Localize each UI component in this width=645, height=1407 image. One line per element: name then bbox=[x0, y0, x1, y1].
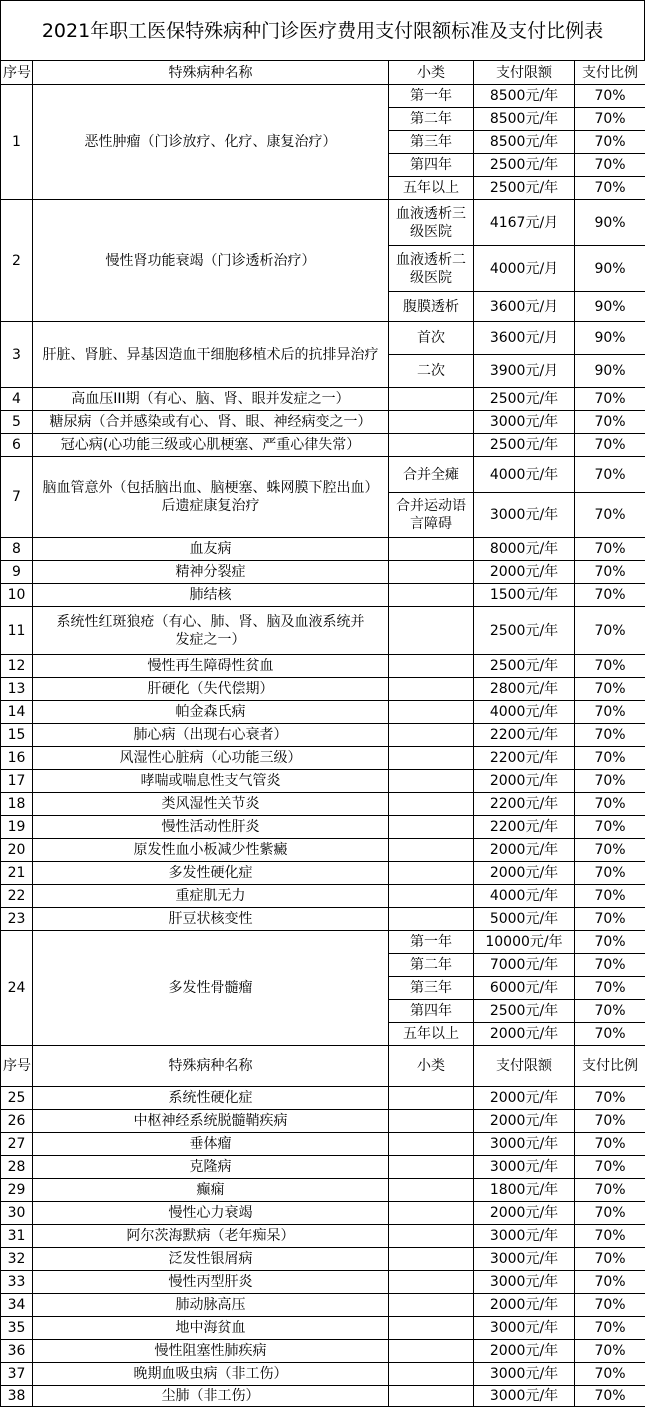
row-number: 21 bbox=[1, 862, 33, 885]
row-number: 32 bbox=[1, 1248, 33, 1271]
disease-name: 血友病 bbox=[33, 538, 389, 561]
row-number: 9 bbox=[1, 561, 33, 584]
payment-limit: 2500元/年 bbox=[474, 607, 575, 655]
header-name: 特殊病种名称 bbox=[33, 61, 389, 85]
row-number: 13 bbox=[1, 678, 33, 701]
payment-limit: 8500元/年 bbox=[474, 85, 575, 108]
payment-ratio: 70% bbox=[575, 885, 645, 908]
payment-limit: 3000元/年 bbox=[474, 1156, 575, 1179]
payment-ratio: 70% bbox=[575, 678, 645, 701]
payment-ratio: 70% bbox=[575, 1248, 645, 1271]
subcategory bbox=[389, 1248, 474, 1271]
row-number: 14 bbox=[1, 701, 33, 724]
table-row bbox=[1, 388, 645, 411]
subcategory bbox=[389, 816, 474, 839]
table-row bbox=[1, 411, 645, 434]
payment-limit: 3000元/年 bbox=[474, 1271, 575, 1294]
table-row bbox=[1, 322, 645, 355]
subcategory bbox=[389, 839, 474, 862]
header-name: 特殊病种名称 bbox=[33, 1046, 389, 1087]
row-number: 25 bbox=[1, 1087, 33, 1110]
row-number: 4 bbox=[1, 388, 33, 411]
payment-limit: 2500元/年 bbox=[474, 1000, 575, 1023]
fee-table bbox=[0, 60, 645, 1407]
row-number: 24 bbox=[1, 931, 33, 1046]
payment-limit: 3000元/年 bbox=[474, 1363, 575, 1386]
row-number: 30 bbox=[1, 1202, 33, 1225]
subcategory bbox=[389, 655, 474, 678]
subcategory bbox=[389, 1317, 474, 1340]
table-row bbox=[1, 85, 645, 108]
disease-name: 精神分裂症 bbox=[33, 561, 389, 584]
payment-ratio: 70% bbox=[575, 931, 645, 954]
payment-limit: 2500元/年 bbox=[474, 154, 575, 177]
disease-name: 晚期血吸虫病（非工伤） bbox=[33, 1363, 389, 1386]
subcategory: 第一年 bbox=[389, 85, 474, 108]
disease-name: 中枢神经系统脱髓鞘疾病 bbox=[33, 1110, 389, 1133]
payment-limit: 2000元/年 bbox=[474, 561, 575, 584]
subcategory bbox=[389, 1179, 474, 1202]
payment-ratio: 70% bbox=[575, 908, 645, 931]
payment-ratio: 70% bbox=[575, 457, 645, 493]
header-limit: 支付限额 bbox=[474, 1046, 575, 1087]
header-seq: 序号 bbox=[1, 1046, 33, 1087]
disease-name: 高血压III期（有心、脑、肾、眼并发症之一） bbox=[33, 388, 389, 411]
table-row bbox=[1, 862, 645, 885]
row-number: 16 bbox=[1, 747, 33, 770]
table-row bbox=[1, 1248, 645, 1271]
payment-limit: 2200元/年 bbox=[474, 747, 575, 770]
payment-ratio: 70% bbox=[575, 1225, 645, 1248]
disease-name: 慢性活动性肝炎 bbox=[33, 816, 389, 839]
row-number: 23 bbox=[1, 908, 33, 931]
payment-ratio: 70% bbox=[575, 1294, 645, 1317]
payment-limit: 3900元/月 bbox=[474, 355, 575, 388]
row-number: 35 bbox=[1, 1317, 33, 1340]
subcategory: 合并全瘫 bbox=[389, 457, 474, 493]
subcategory bbox=[389, 561, 474, 584]
subcategory bbox=[389, 793, 474, 816]
subcategory: 二次 bbox=[389, 355, 474, 388]
subcategory bbox=[389, 1340, 474, 1363]
payment-limit: 8500元/年 bbox=[474, 131, 575, 154]
header-sub: 小类 bbox=[389, 61, 474, 85]
payment-limit: 2200元/年 bbox=[474, 724, 575, 747]
subcategory bbox=[389, 1087, 474, 1110]
payment-ratio: 70% bbox=[575, 388, 645, 411]
disease-name: 慢性肾功能衰竭（门诊透析治疗） bbox=[33, 200, 389, 322]
payment-limit: 4167元/月 bbox=[474, 200, 575, 246]
table-row bbox=[1, 701, 645, 724]
subcategory: 五年以上 bbox=[389, 1023, 474, 1046]
payment-limit: 2000元/年 bbox=[474, 770, 575, 793]
row-number: 3 bbox=[1, 322, 33, 388]
payment-limit: 3000元/年 bbox=[474, 1133, 575, 1156]
row-number: 10 bbox=[1, 584, 33, 607]
disease-name: 慢性心力衰竭 bbox=[33, 1202, 389, 1225]
header-seq: 序号 bbox=[1, 61, 33, 85]
payment-ratio: 70% bbox=[575, 1000, 645, 1023]
payment-ratio: 90% bbox=[575, 355, 645, 388]
table-row bbox=[1, 538, 645, 561]
disease-name: 哮喘或喘息性支气管炎 bbox=[33, 770, 389, 793]
subcategory: 第二年 bbox=[389, 108, 474, 131]
payment-ratio: 90% bbox=[575, 292, 645, 322]
subcategory: 第三年 bbox=[389, 977, 474, 1000]
row-number: 15 bbox=[1, 724, 33, 747]
payment-ratio: 90% bbox=[575, 322, 645, 355]
row-number: 27 bbox=[1, 1133, 33, 1156]
disease-name: 肺动脉高压 bbox=[33, 1294, 389, 1317]
table-row bbox=[1, 724, 645, 747]
subcategory bbox=[389, 908, 474, 931]
table-row bbox=[1, 1133, 645, 1156]
payment-ratio: 70% bbox=[575, 1202, 645, 1225]
payment-limit: 10000元/年 bbox=[474, 931, 575, 954]
payment-ratio: 70% bbox=[575, 1340, 645, 1363]
payment-ratio: 70% bbox=[575, 1317, 645, 1340]
payment-limit: 2000元/年 bbox=[474, 1202, 575, 1225]
payment-limit: 2500元/年 bbox=[474, 434, 575, 457]
subcategory bbox=[389, 607, 474, 655]
row-number: 33 bbox=[1, 1271, 33, 1294]
page-title: 2021年职工医保特殊病种门诊医疗费用支付限额标准及支付比例表 bbox=[0, 0, 645, 60]
subcategory: 血液透析二级医院 bbox=[389, 246, 474, 292]
table-row bbox=[1, 1363, 645, 1386]
payment-ratio: 70% bbox=[575, 584, 645, 607]
disease-name: 泛发性银屑病 bbox=[33, 1248, 389, 1271]
subcategory bbox=[389, 885, 474, 908]
payment-limit: 5000元/年 bbox=[474, 908, 575, 931]
table-row bbox=[1, 457, 645, 493]
row-number: 1 bbox=[1, 85, 33, 200]
header-sub: 小类 bbox=[389, 1046, 474, 1087]
table-row bbox=[1, 1156, 645, 1179]
payment-limit: 2000元/年 bbox=[474, 1294, 575, 1317]
table-row bbox=[1, 1317, 645, 1340]
row-number: 22 bbox=[1, 885, 33, 908]
subcategory bbox=[389, 388, 474, 411]
disease-name: 重症肌无力 bbox=[33, 885, 389, 908]
payment-limit: 2500元/年 bbox=[474, 388, 575, 411]
payment-ratio: 70% bbox=[575, 561, 645, 584]
subcategory bbox=[389, 701, 474, 724]
payment-limit: 3000元/年 bbox=[474, 1386, 575, 1407]
payment-limit: 3000元/年 bbox=[474, 411, 575, 434]
disease-name: 类风湿性关节炎 bbox=[33, 793, 389, 816]
subcategory: 第三年 bbox=[389, 131, 474, 154]
subcategory bbox=[389, 747, 474, 770]
table-row bbox=[1, 793, 645, 816]
disease-name: 糖尿病（合并感染或有心、肾、眼、神经病变之一） bbox=[33, 411, 389, 434]
table-row bbox=[1, 1340, 645, 1363]
payment-limit: 2200元/年 bbox=[474, 816, 575, 839]
payment-ratio: 70% bbox=[575, 538, 645, 561]
table-row bbox=[1, 816, 645, 839]
payment-ratio: 70% bbox=[575, 607, 645, 655]
disease-name: 多发性硬化症 bbox=[33, 862, 389, 885]
payment-limit: 8500元/年 bbox=[474, 108, 575, 131]
row-number: 7 bbox=[1, 457, 33, 538]
row-number: 38 bbox=[1, 1386, 33, 1407]
payment-limit: 3600元/月 bbox=[474, 292, 575, 322]
payment-ratio: 70% bbox=[575, 1271, 645, 1294]
table-header-row bbox=[1, 61, 645, 85]
payment-ratio: 70% bbox=[575, 1023, 645, 1046]
payment-limit: 3000元/年 bbox=[474, 1317, 575, 1340]
subcategory: 第一年 bbox=[389, 931, 474, 954]
payment-ratio: 70% bbox=[575, 493, 645, 538]
subcategory bbox=[389, 1110, 474, 1133]
subcategory: 血液透析三级医院 bbox=[389, 200, 474, 246]
payment-limit: 3000元/年 bbox=[474, 493, 575, 538]
payment-ratio: 70% bbox=[575, 85, 645, 108]
table-row bbox=[1, 885, 645, 908]
row-number: 11 bbox=[1, 607, 33, 655]
payment-ratio: 70% bbox=[575, 977, 645, 1000]
payment-ratio: 70% bbox=[575, 434, 645, 457]
subcategory bbox=[389, 1156, 474, 1179]
payment-ratio: 70% bbox=[575, 816, 645, 839]
table-row bbox=[1, 200, 645, 246]
payment-limit: 8000元/年 bbox=[474, 538, 575, 561]
payment-limit: 2000元/年 bbox=[474, 839, 575, 862]
payment-limit: 4000元/年 bbox=[474, 457, 575, 493]
table-row bbox=[1, 1294, 645, 1317]
payment-ratio: 70% bbox=[575, 793, 645, 816]
subcategory: 五年以上 bbox=[389, 177, 474, 200]
subcategory bbox=[389, 1133, 474, 1156]
table-row bbox=[1, 434, 645, 457]
row-number: 18 bbox=[1, 793, 33, 816]
row-number: 34 bbox=[1, 1294, 33, 1317]
disease-name: 慢性阻塞性肺疾病 bbox=[33, 1340, 389, 1363]
row-number: 19 bbox=[1, 816, 33, 839]
payment-limit: 4000元/月 bbox=[474, 246, 575, 292]
disease-name: 脑血管意外（包括脑出血、脑梗塞、蛛网膜下腔出血）后遗症康复治疗 bbox=[33, 457, 389, 538]
subcategory bbox=[389, 1202, 474, 1225]
table-row bbox=[1, 770, 645, 793]
disease-name: 阿尔茨海默病（老年痴呆） bbox=[33, 1225, 389, 1248]
subcategory: 第二年 bbox=[389, 954, 474, 977]
table-row bbox=[1, 747, 645, 770]
row-number: 12 bbox=[1, 655, 33, 678]
row-number: 17 bbox=[1, 770, 33, 793]
disease-name: 原发性血小板减少性紫癜 bbox=[33, 839, 389, 862]
subcategory bbox=[389, 724, 474, 747]
table-row bbox=[1, 908, 645, 931]
payment-ratio: 70% bbox=[575, 108, 645, 131]
row-number: 2 bbox=[1, 200, 33, 322]
header-limit: 支付限额 bbox=[474, 61, 575, 85]
payment-ratio: 70% bbox=[575, 1179, 645, 1202]
payment-ratio: 70% bbox=[575, 724, 645, 747]
row-number: 26 bbox=[1, 1110, 33, 1133]
disease-name: 帕金森氏病 bbox=[33, 701, 389, 724]
disease-name: 尘肺（非工伤） bbox=[33, 1386, 389, 1407]
disease-name: 多发性骨髓瘤 bbox=[33, 931, 389, 1046]
payment-ratio: 70% bbox=[575, 770, 645, 793]
payment-limit: 2200元/年 bbox=[474, 793, 575, 816]
payment-ratio: 70% bbox=[575, 954, 645, 977]
subcategory: 合并运动语言障碍 bbox=[389, 493, 474, 538]
row-number: 28 bbox=[1, 1156, 33, 1179]
payment-ratio: 70% bbox=[575, 1386, 645, 1407]
table-row bbox=[1, 678, 645, 701]
table-row bbox=[1, 561, 645, 584]
table-row bbox=[1, 1087, 645, 1110]
subcategory bbox=[389, 1271, 474, 1294]
disease-name: 肺心病（出现右心衰者） bbox=[33, 724, 389, 747]
row-number: 5 bbox=[1, 411, 33, 434]
row-number: 36 bbox=[1, 1340, 33, 1363]
payment-limit: 3600元/月 bbox=[474, 322, 575, 355]
payment-limit: 4000元/年 bbox=[474, 885, 575, 908]
payment-limit: 2000元/年 bbox=[474, 1023, 575, 1046]
table-header-row bbox=[1, 1046, 645, 1087]
subcategory bbox=[389, 678, 474, 701]
payment-ratio: 70% bbox=[575, 1363, 645, 1386]
subcategory: 腹膜透析 bbox=[389, 292, 474, 322]
payment-ratio: 70% bbox=[575, 411, 645, 434]
payment-ratio: 70% bbox=[575, 131, 645, 154]
row-number: 6 bbox=[1, 434, 33, 457]
table-row bbox=[1, 839, 645, 862]
disease-name: 垂体瘤 bbox=[33, 1133, 389, 1156]
payment-ratio: 90% bbox=[575, 246, 645, 292]
payment-limit: 2500元/年 bbox=[474, 177, 575, 200]
payment-limit: 2000元/年 bbox=[474, 862, 575, 885]
subcategory bbox=[389, 770, 474, 793]
payment-ratio: 70% bbox=[575, 862, 645, 885]
subcategory bbox=[389, 1294, 474, 1317]
table-row bbox=[1, 1271, 645, 1294]
table-row bbox=[1, 607, 645, 655]
payment-ratio: 70% bbox=[575, 1087, 645, 1110]
disease-name: 肺结核 bbox=[33, 584, 389, 607]
payment-ratio: 70% bbox=[575, 701, 645, 724]
subcategory bbox=[389, 538, 474, 561]
payment-ratio: 70% bbox=[575, 154, 645, 177]
disease-name: 肝豆状核变性 bbox=[33, 908, 389, 931]
row-number: 8 bbox=[1, 538, 33, 561]
table-row bbox=[1, 1110, 645, 1133]
payment-ratio: 70% bbox=[575, 1110, 645, 1133]
payment-limit: 2500元/年 bbox=[474, 655, 575, 678]
table-row bbox=[1, 1202, 645, 1225]
disease-name: 慢性丙型肝炎 bbox=[33, 1271, 389, 1294]
subcategory: 首次 bbox=[389, 322, 474, 355]
subcategory bbox=[389, 1363, 474, 1386]
header-ratio: 支付比例 bbox=[575, 61, 645, 85]
table-row bbox=[1, 655, 645, 678]
disease-name: 地中海贫血 bbox=[33, 1317, 389, 1340]
disease-name: 恶性肿瘤（门诊放疗、化疗、康复治疗） bbox=[33, 85, 389, 200]
disease-name: 克隆病 bbox=[33, 1156, 389, 1179]
payment-ratio: 70% bbox=[575, 177, 645, 200]
disease-name: 癫痫 bbox=[33, 1179, 389, 1202]
subcategory: 第四年 bbox=[389, 154, 474, 177]
payment-limit: 7000元/年 bbox=[474, 954, 575, 977]
payment-limit: 1500元/年 bbox=[474, 584, 575, 607]
subcategory bbox=[389, 434, 474, 457]
payment-ratio: 70% bbox=[575, 655, 645, 678]
payment-ratio: 90% bbox=[575, 200, 645, 246]
payment-limit: 3000元/年 bbox=[474, 1248, 575, 1271]
payment-limit: 4000元/年 bbox=[474, 701, 575, 724]
disease-name: 肝脏、肾脏、异基因造血干细胞移植术后的抗排异治疗 bbox=[33, 322, 389, 388]
subcategory bbox=[389, 1225, 474, 1248]
payment-limit: 1800元/年 bbox=[474, 1179, 575, 1202]
table-row bbox=[1, 1179, 645, 1202]
payment-limit: 2000元/年 bbox=[474, 1087, 575, 1110]
payment-limit: 2000元/年 bbox=[474, 1340, 575, 1363]
row-number: 37 bbox=[1, 1363, 33, 1386]
disease-name: 系统性硬化症 bbox=[33, 1087, 389, 1110]
table-row bbox=[1, 1225, 645, 1248]
payment-limit: 6000元/年 bbox=[474, 977, 575, 1000]
row-number: 29 bbox=[1, 1179, 33, 1202]
payment-ratio: 70% bbox=[575, 747, 645, 770]
table-row bbox=[1, 584, 645, 607]
table-row bbox=[1, 931, 645, 954]
disease-name: 系统性红斑狼疮（有心、肺、肾、脑及血液系统并发症之一） bbox=[33, 607, 389, 655]
payment-ratio: 70% bbox=[575, 1133, 645, 1156]
subcategory bbox=[389, 1386, 474, 1407]
row-number: 20 bbox=[1, 839, 33, 862]
subcategory: 第四年 bbox=[389, 1000, 474, 1023]
subcategory bbox=[389, 862, 474, 885]
payment-ratio: 70% bbox=[575, 1156, 645, 1179]
payment-ratio: 70% bbox=[575, 839, 645, 862]
payment-limit: 2000元/年 bbox=[474, 1110, 575, 1133]
disease-name: 肝硬化（失代偿期） bbox=[33, 678, 389, 701]
disease-name: 慢性再生障碍性贫血 bbox=[33, 655, 389, 678]
table-row bbox=[1, 1386, 645, 1407]
disease-name: 冠心病(心功能三级或心肌梗塞、严重心律失常） bbox=[33, 434, 389, 457]
row-number: 31 bbox=[1, 1225, 33, 1248]
subcategory bbox=[389, 411, 474, 434]
subcategory bbox=[389, 584, 474, 607]
payment-limit: 2800元/年 bbox=[474, 678, 575, 701]
header-ratio: 支付比例 bbox=[575, 1046, 645, 1087]
payment-limit: 3000元/年 bbox=[474, 1225, 575, 1248]
disease-name: 风湿性心脏病（心功能三级） bbox=[33, 747, 389, 770]
